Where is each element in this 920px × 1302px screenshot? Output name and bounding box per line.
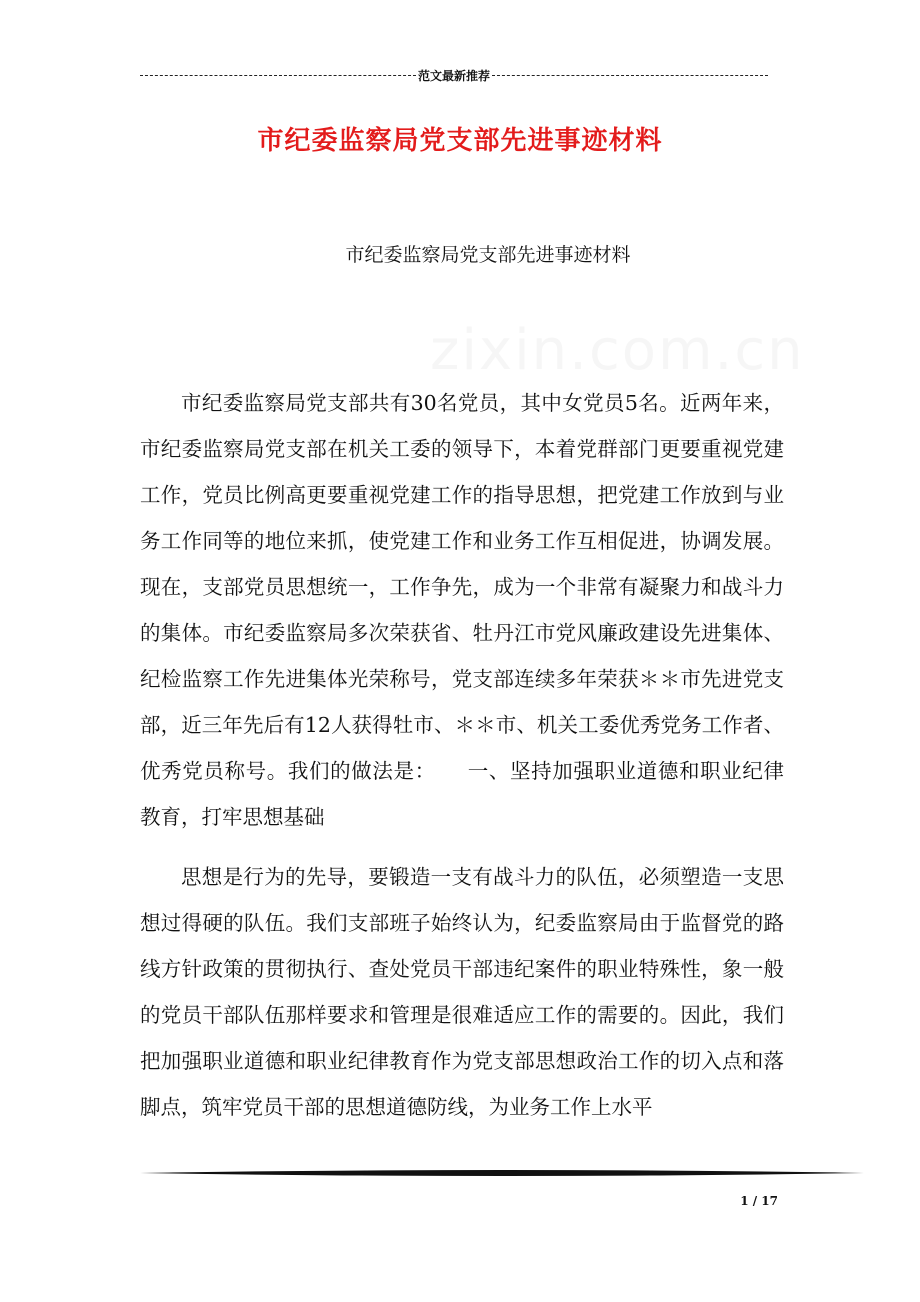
document-body xyxy=(140,380,784,1130)
body-paragraph: 思想是行为的先导，要锻造一支有战斗力的队伍，必须塑造一支思想过得硬的队伍。我们支部班子始终认为，纪委监察局由于监督党的路线方针政策的贯彻执行、查处党员干部违纪案件的职业特殊性，象一般的党员干部队伍那样要求和管理是很难适应工作的需要的。因此，我们把加强职业道德和职业纪律教育作为党支部思想政治工作的切入点和落脚点，筑牢党员干部的思想道德防线，为业务工作上水平 xyxy=(140,865,784,1119)
body-paragraph: 市纪委监察局党支部共有30名党员，其中女党员5名。近两年来，市纪委监察局党支部在机关工委的领导下，本着党群部门更要重视党建工作，党员比例高更要重视党建工作的指导思想，把党建工作放到与业务工作同等的地位来抓，使党建工作和业务工作互相促进，协调发展。现在，支部党员思想统一，工作争先，成为一个非常有凝聚力和战斗力的集体。市纪委监察局多次荣获省、牡丹江市党风廉政建设先进集体、纪检监察工作先进集体光荣称号，党支部连续多年荣获＊＊市先进党支部，近三年先后有12人获得牡市、＊＊市、机关工委优秀党务工作者、优秀党员称号。我们的做法是： 一、坚持加强职业道德和职业纪律教育，打牢思想基础 xyxy=(140,391,784,829)
watermark: zixin.com.cn xyxy=(430,318,805,383)
header-dashed-rule-left xyxy=(140,75,416,76)
header-banner xyxy=(140,64,768,86)
document-title: 市纪委监察局党支部先进事迹材料 xyxy=(257,126,663,156)
header-banner-label: 范文最新推荐 xyxy=(418,68,491,83)
document-subtitle: 市纪委监察局党支部先进事迹材料 xyxy=(345,244,631,266)
page-number: 1 / 17 xyxy=(740,1194,778,1208)
footer-rule xyxy=(140,1166,864,1180)
header-dashed-rule-right xyxy=(492,75,768,76)
